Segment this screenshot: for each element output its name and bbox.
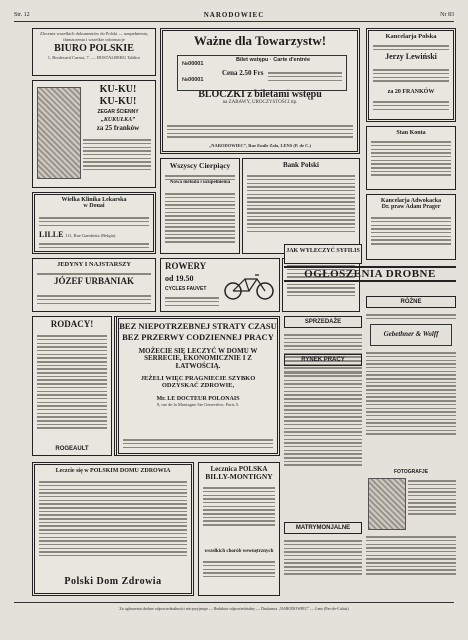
- ad-biuro-address: 1, Boulevard Carnot, 7. — HOSTALBERG Tablice: [47, 54, 141, 60]
- ad-kancelaria-title: Kancelarja Polska: [385, 33, 437, 40]
- classifieds-column-left: [284, 316, 362, 596]
- ad-zegar-kukulka: [32, 80, 156, 188]
- ad-polski-dom-zdrowia: [32, 462, 194, 596]
- ad-cierpiacy-sub: Nowa metoda i uzupełnienia: [169, 179, 231, 185]
- ad-wazne-dla-towarzystw: [160, 28, 360, 154]
- ad-jak-wyleczyc-syfilis: [284, 244, 362, 264]
- ad-wazne-sub: na ZABAWY, UROCZYSTOŚCI itp.: [222, 100, 298, 106]
- ad-adwokat-name: Dr. praw Adam Prager: [381, 204, 441, 211]
- ad-kancelaria-adwokacka: [366, 194, 456, 260]
- section-rozne-label: RÓŻNE: [400, 299, 422, 305]
- ad-straty-line1: BEZ NIEPOTRZEBNEJ STRATY CZASU: [119, 321, 277, 331]
- section-fotografje-label: FOTOGRAFJE: [393, 469, 429, 475]
- ad-zegar-subtitle: ZEGAR ŚCIENNY: [97, 109, 139, 115]
- ticket-label: Bilet wstępu · Carte d'entrée: [236, 57, 311, 63]
- ad-billy-t3: wszelkich chorób wewnętrznych: [204, 549, 274, 554]
- ad-wazne-title: Ważne dla Towarzystw!: [193, 33, 327, 48]
- ad-gebethner-wolff: [370, 324, 452, 346]
- ad-klinika-address: 111, Rue Gambetta (Belgia): [65, 233, 116, 238]
- ad-zegar-name: „KUKUŁKA”: [100, 117, 136, 123]
- ad-gebethner-title: Gebethner & Wolff: [383, 330, 439, 338]
- section-matrymonjalne: [284, 522, 362, 534]
- ad-zegar-title-2: KU-KU!: [99, 96, 137, 107]
- ad-stan-konta: [366, 126, 456, 190]
- ad-kancelaria-price: za 20 FRANKÓW: [387, 89, 435, 95]
- ogloszenia-drobne-title: OGŁOSZENIA DROBNE: [304, 268, 436, 280]
- section-sprzedaze: [284, 316, 362, 328]
- ad-kancelaria-name: Jerzy Lewiński: [385, 51, 437, 61]
- ad-jedyny-title: JEDYNY I NAJSTARSZY: [56, 261, 132, 268]
- ad-bez-straty-czasu: [116, 316, 280, 456]
- ad-rowery-brand: CYCLES FAUVET: [165, 286, 207, 292]
- ad-jedyny-name: JÓZEF URBANIAK: [54, 275, 134, 286]
- page-header: [14, 10, 454, 22]
- ad-pdz-title: Leczcie się w POLSKIM DOMU ZDROWIA: [55, 468, 171, 474]
- ad-biuro-intro: Zlecenia wszelkich dokumentów do Polski — uzupełnienia, tłumaczenia i wszelkie informacje: [39, 31, 149, 42]
- ad-billy-t2: BILLY-MONTIGNY: [205, 472, 273, 482]
- ad-straty-line3: MOŻECIE SIĘ LECZYĆ W DOMU W SERRECIE, EKONOMICZNIE I Z ŁATWOŚCIĄ.: [138, 346, 258, 370]
- page-footer: [14, 602, 454, 614]
- bicycle-illustration: [223, 271, 275, 301]
- ad-zegar-price: za 25 franków: [96, 124, 140, 132]
- cuckoo-clock-illustration: [37, 87, 81, 179]
- section-sprzedaze-label: SPRZEDAŻE: [304, 319, 342, 325]
- ad-pdz-foot: Polski Dom Zdrowia: [64, 575, 162, 587]
- ad-rodacy-title: RODACY!: [50, 319, 94, 329]
- ad-lecznica-billy: [198, 462, 280, 596]
- ad-straty-address: 9, rue de la Montagne Ste Geneviève, Paris 5.: [156, 401, 240, 407]
- ad-jozef-urbaniak: [32, 258, 156, 312]
- ad-zegar-title-1: KU-KU!: [99, 84, 137, 95]
- issue-number: Nr 83: [440, 12, 454, 18]
- page-footer-text: Za ogłoszenia drobne odpowiedzialności nie przyjmuje — Redaktor odpowiedzialny — Drukarnia „NARODOWIEC” — Lens (Pas-de-Calais): [119, 606, 349, 611]
- ad-billy-t1: Lecznica POLSKA: [210, 465, 268, 473]
- ad-rodacy-foot: ROGEAULT: [55, 445, 89, 452]
- ticket-price: Cena 2.50 Frs: [222, 69, 264, 77]
- ad-stan-title: Stan Konta: [396, 130, 426, 136]
- ad-wazne-address: „NARODOWIEC”, Rue Emile Zola, LENS (P. de C.): [209, 142, 311, 148]
- page-number: Str. 12: [14, 12, 30, 18]
- section-rynek-pracy: [284, 354, 362, 366]
- ad-klinika-city: w Douai: [83, 203, 105, 210]
- ad-biuro-polskie: [32, 28, 156, 76]
- ad-straty-line2: BEZ PRZERWY CODZIENNEJ PRACY: [122, 331, 274, 342]
- ad-bank-polski: [242, 158, 360, 254]
- section-rynek-label: RYNEK PRACY: [301, 357, 345, 363]
- section-rozne: [366, 296, 456, 308]
- ad-wszyscy-cierpiacy: [160, 158, 240, 254]
- ad-straty-line4: JEŻELI WIĘC PRAGNIECIE SZYBKO ODZYSKAĆ ZDROWIE,: [140, 374, 256, 389]
- ad-rowery-title: ROWERY: [165, 261, 207, 271]
- ad-klinika-lekarska: [32, 192, 156, 254]
- ad-rowery-price: od 19.50: [165, 274, 194, 283]
- ogloszenia-drobne-banner: [284, 266, 456, 282]
- ad-klinika-title: Wielka Klinika Lekarska: [61, 197, 127, 203]
- classifieds-column-right: [366, 296, 456, 596]
- masthead-title: NARODOWIEC: [203, 11, 265, 19]
- ad-wazne-headline: BLOCZKI z biletami wstępu: [198, 88, 322, 100]
- ad-straty-doctor: Mr. LE DOCTEUR POLONAIS: [156, 395, 240, 402]
- ticket-number-2: №00001: [182, 77, 204, 83]
- section-matrymonjalne-label: MATRYMONJALNE: [295, 525, 351, 531]
- ad-rowery: [160, 258, 280, 312]
- portrait-photo-illustration: [368, 478, 406, 530]
- ad-kancelaria-polska: [366, 28, 456, 122]
- ad-adwokat-title: Kancelarja Adwokacka: [380, 198, 442, 204]
- ticket-sample: [177, 55, 347, 91]
- ad-bank-title: Bank Polski: [283, 161, 319, 169]
- ad-klinika-city-name: LILLE: [39, 230, 64, 239]
- ad-wyleczyc-title: JAK WYLECZYĆ SYFILIS: [286, 248, 360, 254]
- ad-biuro-title: BIURO POLSKIE: [54, 43, 134, 54]
- ticket-number-1: №00001: [182, 61, 204, 67]
- ad-rodacy: [32, 316, 112, 456]
- ad-cierpiacy-title: Wszyscy Cierpiący: [169, 161, 231, 170]
